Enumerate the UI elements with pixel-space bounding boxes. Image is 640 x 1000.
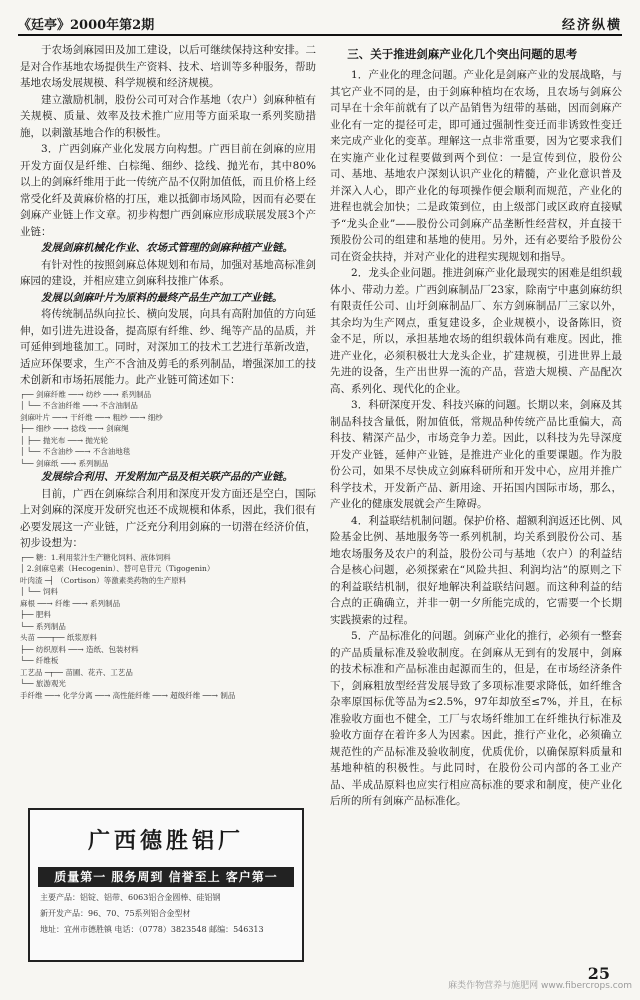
paragraph: 1．产业化的理念问题。产业化是剑麻产业的发展战略，与其它产业不同的是，由于剑麻种植均在农场，且农场与剑麻公司早在十余年前就有了以产品销售为纽带的基础，因而剑麻产业化有一定的提径可走，即可通过强制性变迁而非诱致性变迁来完成产业化的变革。理解这一点非常重要，因为它要求我们在实施产业化过程要做到两个到位：一是宣传到位，股份公司、基地、基地农户深刻认识产业化的精髓，产业化意识普及并深入人心，即产业化的每项操作便会顺利而规范，产业化的进程也就会加快；二是政策到位，由上级部门或区政府直接赋予“龙头企业”——股份公司剑麻产品垄断性经营权，并直接干预股份公司的组建和基地的使用。另外，还有必要给予股份公司在资金扶持，并对产业化的进程实现规划和指导。 — [330, 69, 622, 263]
diagram-line: ├── 纺织原料 ──→ 造纸、包装材料 — [20, 644, 139, 654]
page-number: 25 — [587, 964, 610, 983]
diagram-line: │ └── 不含油纤维 ──→ 不含油制品 — [20, 401, 138, 410]
paragraph: 有针对性的按照剑麻总体规划和布局，加强对基地高标准剑麻园的建设，并相应建立剑麻科技推广体系。 — [20, 258, 316, 287]
right-column — [330, 42, 622, 810]
paragraph: 于农场剑麻园田及加工建设，以后可继续保持这种安排。二是对合作基地农场提供生产资料、技术、培训等多种服务，帮助基地农场发展规模、科学规模和经济规模。 — [20, 44, 316, 89]
byproduct-diagram — [20, 552, 316, 702]
diagram-line: │ └── 不含油纱 ──→ 不含油地毯 — [20, 447, 131, 456]
diagram-line: ┌── 糖：1.利用浆汁生产糖化饲料、液体饲料 — [20, 552, 171, 562]
ad-title: 广西德胜铝厂 — [87, 828, 244, 854]
ad-contact: 地址：宜州市德胜镇 电话：（0778）3823548 邮编：546313 — [40, 925, 264, 934]
ad-products: 主要产品：铝锭、铝带、6063铝合金圆棒、硅铝钢 — [40, 893, 221, 902]
product-chain-diagram — [20, 389, 316, 470]
diagram-line: └── 旅游观光 — [20, 679, 66, 688]
watermark: 麻类作物营养与施肥网 www.fibercrops.com — [448, 981, 632, 991]
chain-heading: 发展剑麻机械化作业、农场式管理的剑麻种植产业链。 — [41, 242, 293, 254]
diagram-line: │ 2.剑麻皂素（Hecogenin）、替可皂苷元（Tigogenin） — [20, 564, 215, 573]
chain-heading: 发展以剑麻叶片为原料的最终产品生产加工产业链。 — [41, 291, 283, 304]
paragraph: 将传统制品纵向拉长、横向发展，向具有高附加值的方向延伸，如引进先进设备，提高原有纤维、纱、绳等产品的品质，并可延伸到地毯加工。同时，对深加工的技术工艺进行革新改造，适应环保要求，生产不含油及剪毛的系列制品，增强深加工的技术创新和市场拓展能力。此产业链可简述如下： — [20, 308, 316, 386]
paragraph: 目前，广西在剑麻综合利用和深度开发方面还是空白，国际上对剑麻的深度开发研究也还不成规模和体系，因此，我们很有必要发展这一产业链，广泛充分利用剑麻的一切潜在经济价值，初步设想为： — [20, 487, 316, 549]
section-title: 经济纵横 — [561, 18, 622, 33]
paragraph: 4．利益联结机制问题。保护价格、超额利润返还比例、风险基金比例、基地服务等一系列机制，均关系到股份公司、基地农场服务及农户的利益，股份公司与基地（农户）的利益结合是核心问题，必须探索在“风险共担、利润均沾”的原则之下的利益联结机制，很好地解决利益联结问题。而这种利益的结合点的正确确立，并非一朝一夕所能完成的，它需要一个长期实践摸索的过程。 — [330, 514, 622, 626]
left-column — [20, 42, 316, 701]
diagram-line: 手纤维 ──→ 化学分离 ──→ 高性能纤维 ──→ 超级纤维 ──→ 制品 — [20, 690, 236, 700]
diagram-line: 头苗 ───┬── 纸浆原料 — [20, 633, 97, 642]
diagram-line: │ └── 饲料 — [20, 587, 58, 596]
section-heading: 三、关于推进剑麻产业化几个突出问题的思考 — [347, 47, 578, 61]
diagram-line: 剑麻叶片 ──→ 干纤维 ──→ 粗纱 ──→ 细纱 — [20, 412, 163, 422]
diagram-line: 麻根 ──→ 纤维 ──→ 系列制品 — [20, 598, 121, 608]
ad-new-products: 新开发产品：96、70、75系列铝合金型材 — [40, 909, 191, 918]
chain-heading: 发展综合利用、开发附加产品及相关联产品的产业链。 — [41, 471, 293, 483]
diagram-line: └── 系列制品 — [20, 621, 66, 631]
diagram-line: ├── 肥料 — [20, 610, 51, 619]
journal-issue: 《廷亭》2000年第2期 — [18, 18, 155, 33]
advertisement-box — [28, 808, 304, 962]
diagram-line: └── 剑麻纸 ──→ 系列制品 — [20, 458, 109, 468]
ad-slogan-band: 质量第一 服务周到 信誉至上 客户第一 — [38, 867, 294, 887]
diagram-line: ┌── 剑麻纤维 ──→ 纺纱 ──→ 系列制品 — [20, 389, 152, 399]
diagram-line: 叶肉渣 ─┤ （Cortison）等激素类药物的生产原料 — [20, 575, 187, 585]
diagram-line: └── 纤维板 — [20, 656, 59, 665]
paragraph: 2．龙头企业问题。推进剑麻产业化最现实的困难是组织载体小、带动力差。广西剑麻制品厂23家，除南宁中惠剑麻纺织有限责任公司、山圩剑麻制品厂、东方剑麻制品厂三家以外，其余均为生产网点，重复建设多，企业规模小，设备陈旧，资金不足，所以，承担基地农场的组织载体尚有难度。因此，推进产业化，必须积极壮大龙头企业，扩建规模，引进世界上最先进的设备，生产出世界一流的产品，营造大规模、产品配次高、系列化、现代化的企业。 — [330, 267, 622, 395]
diagram-line: 工艺品 ─┬── 苗圃、花卉、工艺品 — [20, 667, 133, 677]
diagram-line: ├── 细纱 ──→ 捻线 ──→ 剑麻绳 — [20, 424, 129, 433]
paragraph: 建立激励机制，股份公司可对合作基地（农户）剑麻种植有关规模、质量、效率及技术推广应用等方面采取一系列奖励措施，以刺激基地合作的积极性。 — [20, 93, 316, 139]
paragraph: 3．广西剑麻产业化发展方向构想。广西目前在剑麻的应用开发方面仅是纤维、白棕绳、细纱、捻线、抛光布，其中80%以上的剑麻纤维用于此一传统产品不仅附加值低，而且价格上经常受化纤及黄麻价格的打压，难以抵御市场风险，因而有必要在剑麻产业链上作文章。初步构想广西剑麻应形成联展发展3个产业链： — [20, 143, 316, 238]
diagram-line: │ ├── 抛光布 ──→ 抛光轮 — [20, 435, 108, 445]
page-header — [18, 12, 622, 36]
paragraph: 5．产品标准化的问题。剑麻产业化的推行，必须有一整套的产品质量标准及验收制度。在剑麻从无到有的发展中，剑麻的技术标准和产品标准由起源而生的，但是，在市场经济条件下，剑麻粗放型经营发展导致了多项标准要求降低，如纤维含杂率原国标优等品为≤2.5%，97年却放至≤7%，并且，在标准验收方面也不健全，工厂与农场纤维加工在纤维执行标准及验收方面存在着许多人为因素。因此，推行产业化，必须确立规范性的产品标准及验收制度，优质优价，以确保原料质量和基地种植的积极性。与此同时，在股份公司内部的各工业产品、半成品原料也应实行相应高标准的要求和制度，使产业化后所的所有剑麻产品标准化。 — [330, 630, 622, 807]
paragraph: 3．科研深度开发、科技兴麻的问题。长期以来，剑麻及其制品科技含量低，附加值低，常规品种传统产品比重偏大，高科技、精深产品少，市场竞争力差。因此，以科技为先导深度开发产业链，延伸产业链，是推进产业化的重要课题。作为股份公司，如果不尽快成立剑麻科研所和开发中心，应用并推广科学技术，开发新产品、新用途、开拓国内国际市场，那么，产业化的健康发展就会产生障碍。 — [330, 399, 622, 510]
